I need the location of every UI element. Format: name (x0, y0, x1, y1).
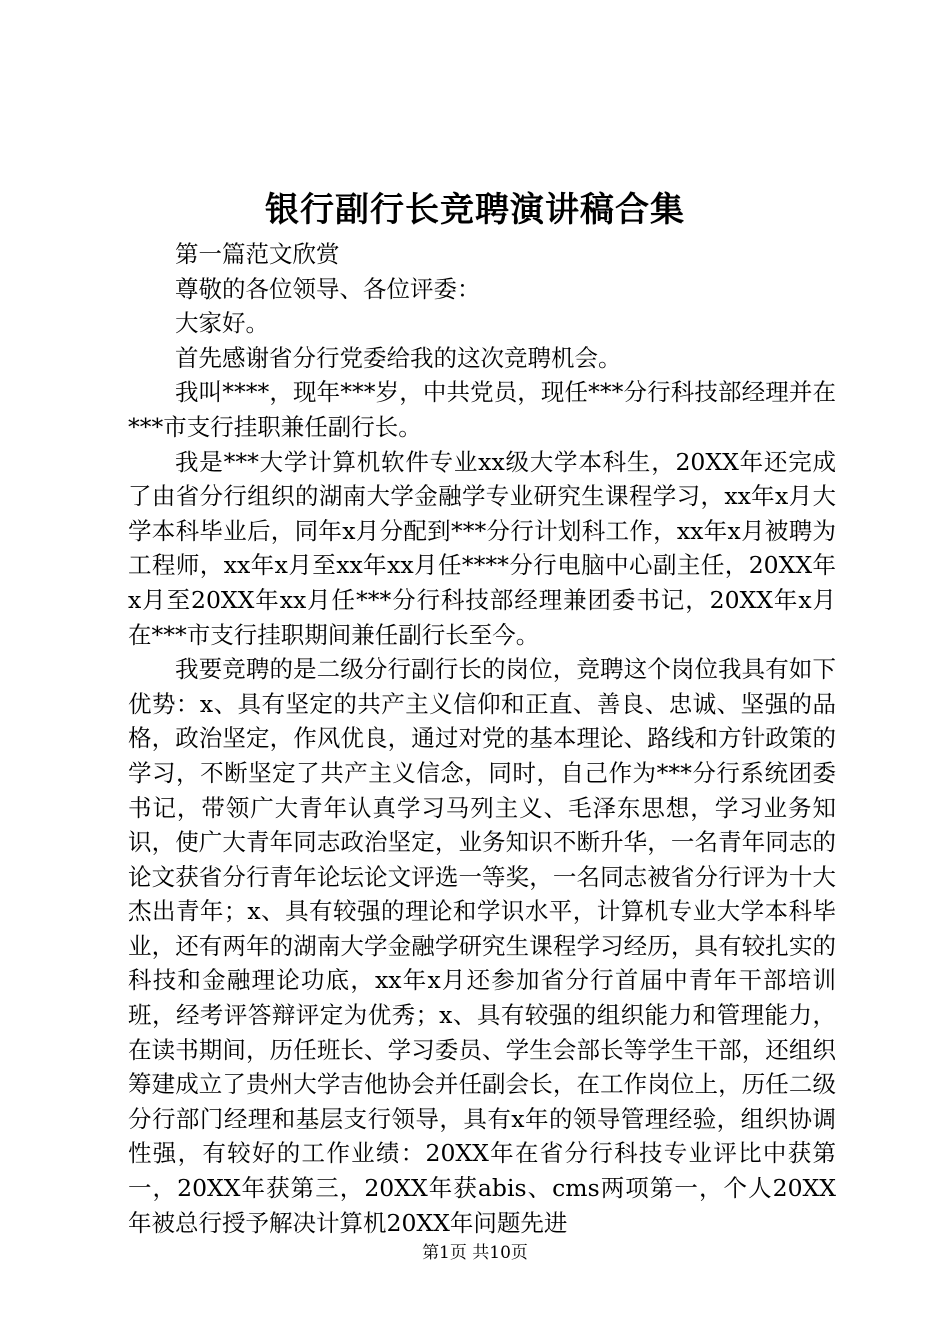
page-total: 共10页 (472, 1243, 528, 1263)
document-title: 银行副行长竞聘演讲稿合集 (265, 190, 685, 230)
paragraph-advantages: 我要竞聘的是二级分行副行长的岗位，竞聘这个岗位我具有如下优势：x、具有坚定的共产主义信仰和正直、善良、忠诚、坚强的品格，政治坚定，作风优良，通过对党的基本理论、路线和方针政策的学习，不断坚定了共产主义信念，同时，自己作为***分行系统团委书记，带领广大青年认真学习马列主义、毛泽东思想，学习业务知识，使广大青年同志政治坚定，业务知识不断升华，一名青年同志的论文获省分行青年论坛论文评选一等奖，一名同志被省分行评为十大杰出青年；x、具有较强的理论和学识水平，计算机专业大学本科毕业，还有两年的湖南大学金融学研究生课程学习经历，具有较扎实的科技和金融理论功底，xx年x月还参加省分行首届中青年干部培训班，经考评答辩评定为优秀；x、具有较强的组织能力和管理能力，在读书期间，历任班长、学习委员、学生会部长等学生干部，还组织筹建成立了贵州大学吉他协会并任副会长，在工作岗位上，历任二级分行部门经理和基层支行领导，具有x年的领导管理经验，组织协调性强，有较好的工作业绩：20XX年在省分行科技专业评比中获第一，20XX年获第三，20XX年获abis、cms两项第一，个人20XX年被总行授予解决计算机20XX年问题先进 (128, 655, 836, 1237)
paragraph-introduction: 我叫****，现年***岁，中共党员，现任***分行科技部经理并在***市支行挂职兼任副行长。 (128, 378, 836, 441)
paragraph-background: 我是***大学计算机软件专业xx级大学本科生，20XX年还完成了由省分行组织的湖南大学金融学专业研究生课程学习，xx年x月大学本科毕业后，同年x月分配到***分行计划科工作，xx年x月被聘为工程师，xx年x月至xx年xx月任****分行电脑中心副主任，20XX年x月至20XX年xx月任***分行科技部经理兼团委书记，20XX年x月在***市支行挂职期间兼任副行长至今。 (128, 447, 836, 649)
page-footer (0, 1241, 950, 1265)
paragraph-salutation: 尊敬的各位领导、各位评委： (175, 274, 481, 303)
paragraph-thanks: 首先感谢省分行党委给我的这次竞聘机会。 (175, 343, 622, 372)
page-number: 第1页 (422, 1243, 467, 1263)
paragraph-greeting: 大家好。 (175, 309, 269, 338)
paragraph-section-heading: 第一篇范文欣赏 (175, 240, 340, 268)
document-body (128, 237, 836, 1240)
